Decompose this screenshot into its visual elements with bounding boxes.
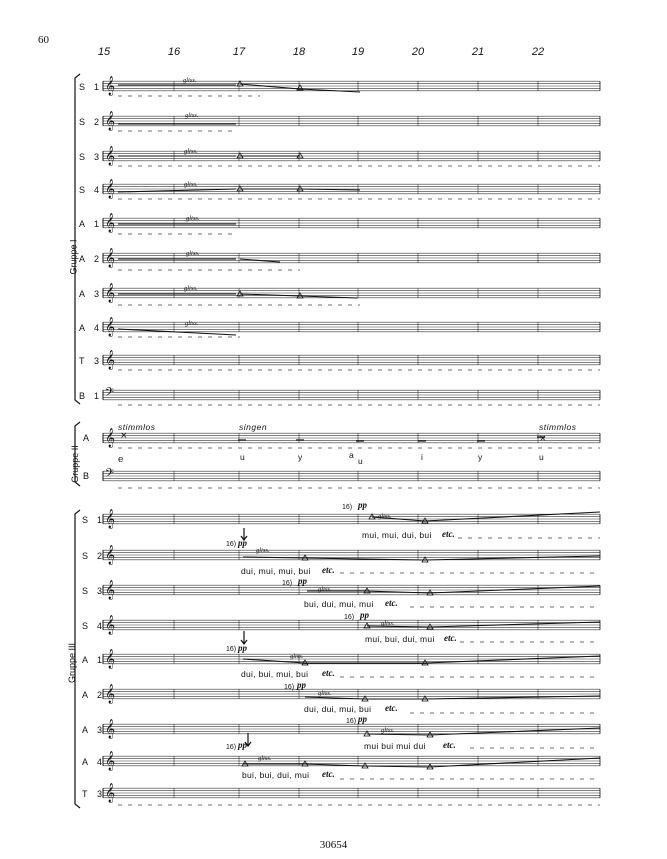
lyrics-a3: mui bui mui dui bbox=[364, 741, 426, 751]
measure-number: 19 bbox=[351, 46, 365, 58]
voice-number: 4 bbox=[97, 621, 103, 631]
etc-marking: etc. bbox=[322, 565, 335, 575]
footnote-marker: 16) bbox=[342, 504, 353, 511]
gliss-marking: gliss. bbox=[185, 320, 199, 327]
vowel-syllable: u bbox=[358, 456, 364, 466]
gliss-marking: gliss. bbox=[256, 547, 270, 554]
vowel-syllable: u bbox=[539, 452, 545, 462]
voice-label: B bbox=[83, 471, 90, 481]
treble-clef-icon: 𝄞 bbox=[105, 509, 116, 529]
treble-clef-icon: 𝄞 bbox=[105, 719, 116, 739]
voice-label: A bbox=[79, 254, 86, 264]
voice-label: A bbox=[82, 757, 89, 767]
group-label-2: Gruppe II bbox=[69, 445, 80, 483]
voice-label: B bbox=[79, 391, 86, 401]
treble-clef-icon: 𝄞 bbox=[105, 783, 116, 803]
footnote-marker: 16) bbox=[282, 580, 293, 587]
dynamic-marking: pp bbox=[297, 680, 306, 690]
vowel-syllable: y bbox=[478, 452, 483, 462]
voice-number: 3 bbox=[97, 789, 103, 799]
voice-label: A bbox=[79, 219, 86, 229]
etc-marking: etc. bbox=[385, 598, 398, 608]
treble-clef-icon: 𝄞 bbox=[105, 649, 116, 669]
voice-number: 3 bbox=[97, 586, 103, 596]
voice-label: S bbox=[82, 621, 89, 631]
vowel-marker: e bbox=[118, 455, 124, 465]
lyrics-s2: dui, mui, mui, bui bbox=[241, 566, 311, 576]
measure-number: 20 bbox=[411, 46, 425, 58]
treble-clef-icon: 𝄞 bbox=[105, 350, 116, 370]
gliss-marking: gliss. bbox=[318, 586, 332, 593]
voice-label: A bbox=[82, 655, 89, 665]
voice-label: A bbox=[83, 433, 90, 443]
footnote-marker: 16) bbox=[226, 541, 237, 548]
page-number: 60 bbox=[38, 34, 49, 46]
voice-number: 4 bbox=[94, 323, 100, 333]
gliss-marking: gliss. bbox=[186, 215, 200, 222]
voice-number: 1 bbox=[94, 82, 100, 92]
gliss-marking: gliss. bbox=[381, 727, 395, 734]
voice-label: A bbox=[82, 725, 89, 735]
treble-clef-icon: 𝄞 bbox=[105, 615, 116, 635]
gliss-marking: gliss. bbox=[186, 250, 200, 257]
voice-number: 3 bbox=[97, 725, 103, 735]
voice-label: A bbox=[79, 323, 86, 333]
treble-clef-icon: 𝄞 bbox=[105, 317, 116, 337]
measure-number: 21 bbox=[471, 46, 485, 58]
gliss-marking: gliss. bbox=[381, 620, 395, 627]
voice-number: 1 bbox=[94, 391, 100, 401]
vowel-syllable: i bbox=[421, 452, 424, 462]
footnote-marker: 16) bbox=[226, 646, 237, 653]
measure-number: 15 bbox=[97, 46, 111, 58]
footnote-marker: 16) bbox=[346, 718, 357, 725]
x-notehead: × bbox=[120, 431, 128, 441]
dynamic-marking: pp bbox=[358, 500, 367, 510]
measure-number: 18 bbox=[292, 46, 306, 58]
voice-number: 1 bbox=[94, 219, 100, 229]
etc-marking: etc. bbox=[322, 769, 335, 779]
voice-number: 3 bbox=[94, 289, 100, 299]
voice-number: 2 bbox=[97, 551, 103, 561]
treble-clef-icon: 𝄞 bbox=[105, 76, 116, 96]
measure-number: 16 bbox=[167, 46, 181, 58]
voice-label: S bbox=[82, 551, 89, 561]
treble-clef-icon: 𝄞 bbox=[105, 146, 116, 166]
gliss-marking: gliss. bbox=[184, 181, 198, 188]
gliss-marking: gliss. bbox=[185, 112, 199, 119]
voice-label: S bbox=[79, 82, 86, 92]
voice-number: 1 bbox=[97, 515, 103, 525]
voice-number: 4 bbox=[94, 185, 100, 195]
treble-clef-icon: 𝄞 bbox=[105, 179, 116, 199]
gliss-marking: gliss. bbox=[183, 77, 197, 84]
dynamic-marking: pp bbox=[360, 610, 369, 620]
gliss-line bbox=[425, 556, 600, 560]
footer-catalog-number: 30654 bbox=[319, 839, 348, 851]
dynamic-marking: pp bbox=[238, 643, 247, 653]
voice-label: S bbox=[79, 152, 86, 162]
vowel-syllable: y bbox=[298, 452, 303, 462]
lyrics-s3: bui, dui, mui, mui bbox=[304, 599, 374, 609]
voice-number: 3 bbox=[94, 152, 100, 162]
gliss-marking: gliss. bbox=[184, 285, 198, 292]
voice-label: A bbox=[79, 289, 86, 299]
etc-marking: etc. bbox=[443, 740, 456, 750]
gliss-marking: gliss. bbox=[258, 755, 272, 762]
etc-marking: etc. bbox=[322, 668, 335, 678]
gliss-marking: gliss. bbox=[290, 653, 304, 660]
voice-number: 2 bbox=[94, 254, 100, 264]
voice-label: S bbox=[79, 185, 86, 195]
group-label-1: Gruppe I bbox=[68, 239, 79, 275]
bass-clef-icon: 𝄢 bbox=[105, 467, 115, 483]
gliss-marking: gliss. bbox=[318, 690, 332, 697]
treble-clef-icon: 𝄞 bbox=[105, 580, 116, 600]
voice-label: A bbox=[82, 690, 89, 700]
gliss-line bbox=[367, 626, 430, 627]
etc-marking: etc. bbox=[444, 633, 457, 643]
vowel-syllable: u bbox=[240, 452, 246, 462]
direction-stimmlos: stimmlos bbox=[539, 422, 577, 432]
measure-number: 22 bbox=[531, 46, 545, 58]
treble-clef-icon: 𝄞 bbox=[105, 751, 116, 771]
gliss-marking: gliss. bbox=[378, 513, 392, 520]
dynamic-marking: pp bbox=[238, 740, 247, 750]
lyrics-s4: mui, bui, dui, mui bbox=[365, 634, 435, 644]
bass-clef-icon: 𝄢 bbox=[105, 386, 115, 402]
direction-singen: singen bbox=[239, 422, 268, 432]
voice-label: S bbox=[82, 586, 89, 596]
x-notehead: × bbox=[539, 434, 547, 444]
dynamic-marking: pp bbox=[298, 576, 307, 586]
footnote-marker: 16) bbox=[344, 614, 355, 621]
footnote-marker: 16) bbox=[284, 684, 295, 691]
lyrics-a2: dui, dui, mui, bui bbox=[304, 704, 372, 714]
footnote-marker: 16) bbox=[226, 744, 237, 751]
etc-marking: etc. bbox=[385, 703, 398, 713]
dynamic-marking: pp bbox=[238, 538, 247, 548]
voice-label: T bbox=[79, 356, 85, 366]
measure-number: 17 bbox=[232, 46, 246, 58]
etc-marking: etc. bbox=[442, 529, 455, 539]
group-label-3: Gruppe III bbox=[67, 642, 78, 684]
direction-stimmlos: stimmlos bbox=[118, 422, 156, 432]
voice-number: 1 bbox=[97, 655, 103, 665]
vowel-syllable: a bbox=[349, 450, 355, 460]
lyrics-s1: mui, mui, dui, bui bbox=[362, 530, 432, 540]
treble-clef-icon: 𝄞 bbox=[105, 248, 116, 268]
gliss-line bbox=[365, 766, 430, 767]
treble-clef-icon: 𝄞 bbox=[105, 283, 116, 303]
voice-label: T bbox=[82, 789, 88, 799]
voice-number: 2 bbox=[97, 690, 103, 700]
voice-number: 3 bbox=[94, 356, 100, 366]
dynamic-marking: pp bbox=[358, 714, 367, 724]
lyrics-a1: dui, bui, mui, bui bbox=[241, 669, 309, 679]
gliss-line bbox=[240, 294, 300, 296]
treble-clef-icon: 𝄞 bbox=[105, 111, 116, 131]
gliss-line bbox=[430, 586, 600, 593]
gliss-marking: gliss. bbox=[184, 148, 198, 155]
lyrics-a4: bui, bui, dui, mui bbox=[242, 770, 310, 780]
voice-label: S bbox=[82, 515, 89, 525]
voice-number: 2 bbox=[94, 117, 100, 127]
gliss-line bbox=[425, 656, 600, 663]
treble-clef-icon: 𝄞 bbox=[105, 213, 116, 233]
treble-clef-icon: 𝄞 bbox=[105, 684, 116, 704]
voice-label: S bbox=[79, 117, 86, 127]
treble-clef-icon: 𝄞 bbox=[105, 545, 116, 565]
voice-number: 4 bbox=[97, 757, 103, 767]
treble-clef-icon: 𝄞 bbox=[105, 428, 116, 448]
gliss-line bbox=[367, 734, 430, 735]
